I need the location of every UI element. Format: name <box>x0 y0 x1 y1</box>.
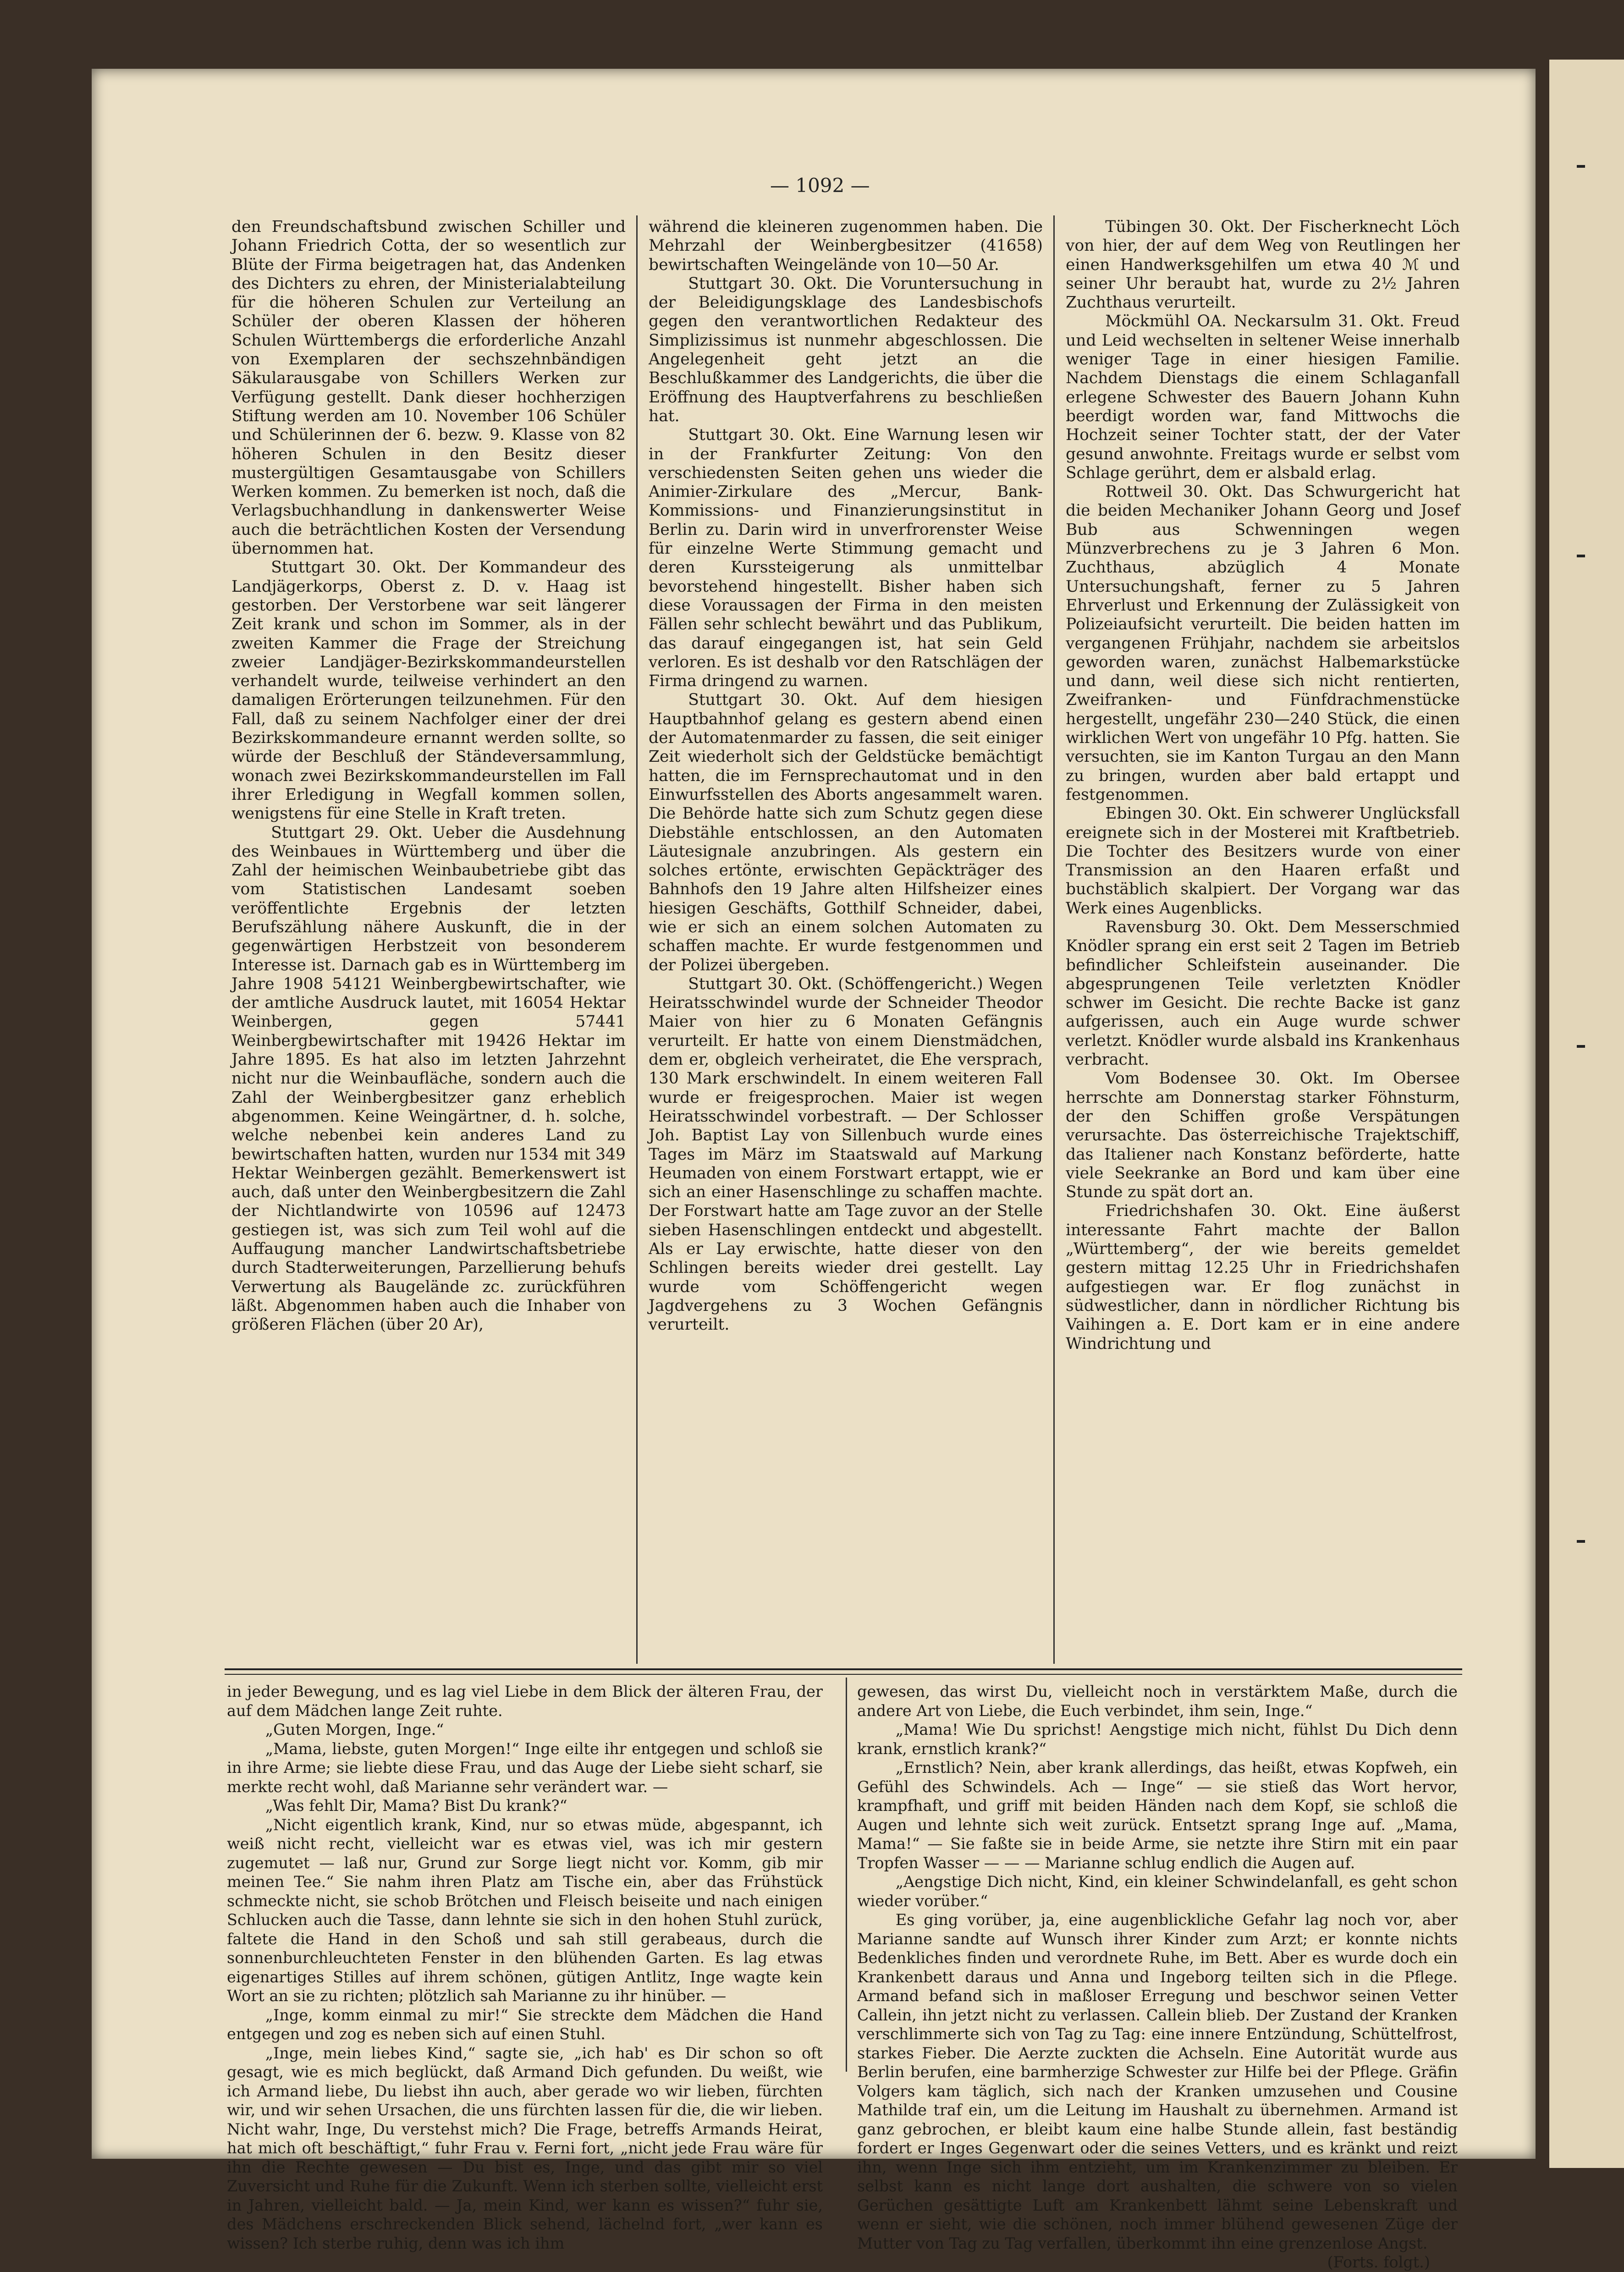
column-rule <box>846 1678 847 2072</box>
column-rule <box>636 215 638 1664</box>
article-paragraph: Friedrichshafen 30. Okt. Eine äußerst interessante Fahrt machte der Ballon „Württemberg“, der wie bereits gemeldet gestern mittag 12.25 Uhr in Friedrichshafen aufgestiegen war. Er flog zunächst in südwestlicher, dann in nördlicher Richtung bis Vaihingen a. E. Dort kam er in eine andere Windrichtung und <box>1066 1202 1460 1353</box>
next-page-edge <box>1549 60 1624 2168</box>
upper-column-3 <box>1066 218 1460 1353</box>
article-paragraph: Stuttgart 30. Okt. Eine Warnung lesen wir in der Frankfurter Zeitung: Von den verschiedensten Seiten gehen uns wieder die Animier-Zirkulare des „Mercur, Bank-Kommissions- und Finanzierungsinstitut in Berlin zu. Darin wird in unverfrorenster Weise für einzelne Werte Stimmung gemacht und deren Kurssteigerung als unmittelbar bevorstehend hingestellt. Bisher haben sich diese Voraussagen der Firma in den meisten Fällen sehr schlecht bewährt und das Publikum, das darauf eingegangen ist, hat sein Geld verloren. Es ist deshalb vor den Ratschlägen der Firma dringend zu warnen. <box>649 426 1043 691</box>
story-paragraph: Es ging vorüber, ja, eine augenblickliche Gefahr lag noch vor, aber Marianne sandte auf Wunsch ihrer Kinder zum Arzt; er konnte nichts Bedenkliches finden und verordnete Ruhe, im Bett. Aber es wurde doch ein Krankenbett daraus und Anna und Ingeborg teilten sich in die Pflege. Armand befand sich in maßloser Erregung und beschwor seinen Vetter Callein, ihn jetzt nicht zu verlassen. Callein blieb. Der Zustand der Kranken verschlimmerte sich von Tag zu Tag: eine innere Entzündung, Schüttelfrost, starkes Fieber. Die Aerzte zuckten die Achseln. Eine Autorität wurde aus Berlin berufen, eine barmherzige Schwester zur Hilfe bei der Pflege. Gräfin Volgers kam täglich, sich nach der Kranken umzusehen und Cousine Mathilde traf ein, um die Leitung im Haushalt zu übernehmen. Armand ist ganz gebrochen, er bleibt kaum eine halbe Stunde allein, fast beständig fordert er Inges Gegenwart oder die seines Vetters, und es kränkt und reizt ihn, wenn Inge sich ihm entzieht, um im Krankenzimmer zu bleiben. Er selbst kann es nicht lange dort aushalten, die schwere von so vielen Gerüchen gesättigte Luft am Krankenbett lähmt seine Lebenskraft und wenn er sieht, wie die schönen, noch immer blühend gewesenen Züge der Mutter von Tag zu Tag verfallen, überkommt ihn eine grenzenlose Angst. <box>857 1911 1458 2252</box>
page-number: — 1092 — <box>770 174 870 197</box>
article-paragraph: Stuttgart 30. Okt. Die Voruntersuchung in der Beleidigungsklage des Landesbischofs gegen den verantwortlichen Redakteur des Simplizissimus ist nunmehr abgeschlossen. Die Angelegenheit geht jetzt an die Beschlußkammer des Landgerichts, die über die Eröffnung des Hauptverfahrens zu beschließen hat. <box>649 274 1043 425</box>
story-paragraph: gewesen, das wirst Du, vielleicht noch in verstärktem Maße, durch die andere Art von Liebe, die Euch verbindet, ihm sein, Inge.“ <box>857 1683 1458 1720</box>
upper-column-2 <box>649 218 1043 1335</box>
article-paragraph: den Freundschaftsbund zwischen Schiller und Johann Friedrich Cotta, der so wesentlich zur Blüte der Firma beigetragen hat, das Andenken des Dichters zu ehren, der Ministerialabteilung für die höheren Schulen zur Verteilung an Schüler der oberen Klassen der höheren Schulen Württembergs die erforderliche Anzahl von Exemplaren der sechszehnbändigen Säkularausgabe von Schillers Werken zur Verfügung gestellt. Dank dieser hochherzigen Stiftung werden am 10. November 106 Schüler und Schülerinnen der 6. bezw. 9. Klasse von 82 höheren Schulen in den Besitz dieser mustergültigen Gesamtausgabe von Schillers Werken kommen. Zu bemerken ist noch, daß die Verlagsbuchhandlung in dankenswerter Weise auch die beträchtlichen Kosten der Versendung übernommen hat. <box>231 218 626 558</box>
upper-column-1 <box>231 218 626 1335</box>
article-paragraph: Stuttgart 30. Okt. Auf dem hiesigen Hauptbahnhof gelang es gestern abend einen der Automatenmarder zu fassen, die seit einiger Zeit wiederholt sich der Geldstücke bemächtigt hatten, die im Fernsprechautomat und in den Einwurfsstellen des Aborts angesammelt waren. Die Behörde hatte sich zum Schutz gegen diese Diebstähle entschlossen, an den Automaten Läutesignale anzubringen. Als gestern ein solches ertönte, erwischten Gepäckträger des Bahnhofs den 19 Jahre alten Hilfsheizer eines hiesigen Geschäfts, Gotthilf Schneider, dabei, wie er sich an einem solchen Automaten zu schaffen machte. Er wurde festgenommen und der Polizei übergeben. <box>649 691 1043 974</box>
article-paragraph: Stuttgart 29. Okt. Ueber die Ausdehnung des Weinbaues in Württemberg und über die Zahl der heimischen Weinbaubetriebe gibt das vom Statistischen Landesamt soeben veröffentlichte Ergebnis der letzten Berufszählung nähere Auskunft, die in der gegenwärtigen Herbstzeit von besonderem Interesse ist. Darnach gab es in Württemberg im Jahre 1908 54121 Weinbergbewirtschafter, wie der amtliche Ausdruck lautet, mit 16054 Hektar Weinbergen, gegen 57441 Weinbergbewirtschafter mit 19426 Hektar im Jahre 1895. Es hat also im letzten Jahrzehnt nicht nur die Weinbaufläche, sondern auch die Zahl der Weinbergbesitzer ganz erheblich abgenommen. Keine Weingärtner, d. h. solche, welche nebenbei kein anderes Land zu bewirtschaften hatten, wurden nur 1534 mit 349 Hektar Weinbergen gezählt. Bemerkenswert ist auch, daß unter den Weinbergbesitzern die Zahl der Nichtlandwirte von 10596 auf 12473 gestiegen ist, was sich zum Teil wohl auf die Auffaugung mancher Landwirtschaftsbetriebe durch Stadterweiterungen, Parzellierung behufs Verwertung als Baugelände zc. zurückführen läßt. Abgenommen haben auch die Inhaber von größeren Flächen (über 20 Ar), <box>231 823 626 1334</box>
article-paragraph: Tübingen 30. Okt. Der Fischerknecht Löch von hier, der auf dem Weg von Reutlingen her einen Handwerksgehilfen um etwa 40 ℳ und seiner Uhr beraubt hat, wurde zu 2½ Jahren Zuchthaus verurteilt. <box>1066 218 1460 312</box>
article-paragraph: während die kleineren zugenommen haben. Die Mehrzahl der Weinbergbesitzer (41658) bewirtschaften Weingelände von 10—50 Ar. <box>649 218 1043 274</box>
story-paragraph: „Mama! Wie Du sprichst! Aengstige mich nicht, fühlst Du Dich denn krank, ernstlich krank?“ <box>857 1721 1458 1758</box>
article-paragraph: Vom Bodensee 30. Okt. Im Obersee herrschte am Donnerstag starker Föhnsturm, der den Schiffen große Verspätungen verursachte. Das österreichische Trajektschiff, das Italiener nach Konstanz beförderte, hatte viele Seekranke an Bord und kam über eine Stunde zu spät dort an. <box>1066 1069 1460 1202</box>
column-rule <box>1053 215 1055 1664</box>
story-paragraph: „Aengstige Dich nicht, Kind, ein kleiner Schwindelanfall, es geht schon wieder vorüber.“ <box>857 1873 1458 1910</box>
story-paragraph: „Was fehlt Dir, Mama? Bist Du krank?“ <box>265 1797 567 1815</box>
story-paragraph: in jeder Bewegung, und es lag viel Liebe in dem Blick der älteren Frau, der auf dem Mädchen lange Zeit ruhte. <box>227 1683 823 1720</box>
story-paragraph: „Nicht eigentlich krank, Kind, nur so etwas müde, abgespannt, ich weiß nicht recht, vielleicht war es etwas viel, was ich mir gestern zugemutet — laß nur, Grund zur Sorge liegt nicht vor. Komm, gib mir meinen Tee.“ Sie nahm ihren Platz am Tische ein, aber das Frühstück schmeckte nicht, sie schob Brötchen und Fleisch beiseite und nach einigen Schlucken auch die Tasse, dann lehnte sie sich in den hohen Stuhl zurück, faltete die Hand in den Schoß und sah still gerabeaus, durch die sonnenburchleuchteten Fenster in den blühenden Garten. Es lag etwas eigenartiges Stilles auf ihrem schönen, gütigen Antlitz, Inge wagte kein Wort an sie zu richten; plötzlich sah Marianne zu ihr hinüber. — <box>227 1815 823 2005</box>
section-divider <box>225 1668 1462 1670</box>
story-paragraph: „Inge, mein liebes Kind,“ sagte sie, „ich hab' es Dir schon so oft gesagt, wie es mich beglückt, daß Armand Dich gefunden. Du weißt, wie ich Armand liebe, Du liebst ihn auch, aber gerade wo wir lieben, fürchten wir, und wir sehen Ursachen, die uns fürchten lassen für die, die wir lieben. Nicht wahr, Inge, Du verstehst mich? Die Frage, betreffs Armands Heirat, hat mich oft beschäftigt,“ fuhr Frau v. Ferni fort, „nicht jede Frau wäre für ihn die Rechte gewesen — Du bist es, Inge, und das gibt mir so viel Zuversicht und Ruhe für die Zukunft. Wenn ich sterben sollte, vielleicht erst in Jahren, vielleicht bald. — Ja, mein Kind, wer kann es wissen?“ fuhr sie, des Mädchens erschreckenden Blick sehend, lächelnd fort, „wer kann es wissen? Ich sterbe ruhig, denn was ich ihm <box>227 2044 823 2252</box>
article-paragraph: Möckmühl OA. Neckarsulm 31. Okt. Freud und Leid wechselten in seltener Weise innerhalb weniger Tage in einer hiesigen Familie. Nachdem Dienstags die einem Schlaganfall erlegene Schwester des Bauern Johann Kuhn beerdigt worden war, fand Mittwochs die Hochzeit seiner Tochter statt, der der Vater gesund anwohnte. Freitags wurde er selbst vom Schlage gerührt, dem er alsbald erlag. <box>1066 312 1460 482</box>
continuation-note: (Forts. folgt.) <box>1327 2253 1430 2271</box>
article-paragraph: Stuttgart 30. Okt. (Schöffengericht.) Wegen Heiratsschwindel wurde der Schneider Theodor Maier von hier zu 6 Monaten Gefängnis verurteilt. Er hatte von einem Dienstmädchen, dem er, obgleich verheiratet, die Ehe versprach, 130 Mark erschwindelt. In einem weiteren Fall wurde er freigesprochen. Maier ist wegen Heiratsschwindel vorbestraft. — Der Schlosser Joh. Baptist Lay von Sillenbuch wurde eines Tages im März im Staatswald auf Markung Heumaden von einem Forstwart ertappt, wie er sich an einer Hasenschlinge zu schaffen machte. Der Forstwart hatte am Tage zuvor an der Stelle sieben Hasenschlingen entdeckt und abgestellt. Als er Lay erwischte, hatte dieser von den Schlingen bereits wieder drei gestellt. Lay wurde vom Schöffengericht wegen Jagdvergehens zu 3 Wochen Gefängnis verurteilt. <box>649 974 1043 1334</box>
article-paragraph: Ebingen 30. Okt. Ein schwerer Unglücksfall ereignete sich in der Mosterei mit Kraftbetrieb. Die Tochter des Besitzers wurde von einer Transmission an den Haaren erfaßt und buchstäblich skalpiert. Der Vorgang war das Werk eines Augenblicks. <box>1066 804 1460 918</box>
article-paragraph: Ravensburg 30. Okt. Dem Messerschmied Knödler sprang ein erst seit 2 Tagen im Betrieb befindlicher Schleifstein auseinander. Die abgesprungenen Teile verletzten Knödler schwer im Gesicht. Die rechte Backe ist ganz aufgerissen, auch ein Auge wurde schwer verletzt. Knödler wurde alsbald ins Krankenhaus verbracht. <box>1066 918 1460 1069</box>
story-paragraph: „Ernstlich? Nein, aber krank allerdings, das heißt, etwas Kopfweh, ein Gefühl des Schwindels. Ach — Inge“ — sie stieß das Wort hervor, krampfhaft, und griff mit beiden Händen nach dem Kopf, sie schloß die Augen und lehnte sich weit zurück. Entsetzt sprang Inge auf. „Mama, Mama!“ — Sie faßte sie in beide Arme, sie netzte ihre Stirn mit ein paar Tropfen Wasser — — — Marianne schlug endlich die Augen auf. <box>857 1759 1458 1872</box>
serial-column-left <box>227 1682 823 2253</box>
serial-column-right <box>857 1682 1458 2272</box>
story-paragraph: „Mama, liebste, guten Morgen!“ Inge eilte ihr entgegen und schloß sie in ihre Arme; sie liebte diese Frau, und das Auge der Liebe sieht scharf, sie merkte recht wohl, daß Marianne sehr verändert war. — <box>227 1739 823 1796</box>
section-divider <box>225 1674 1462 1675</box>
article-paragraph: Stuttgart 30. Okt. Der Kommandeur des Landjägerkorps, Oberst z. D. v. Haag ist gestorben. Der Verstorbene war seit längerer Zeit krank und schon im Sommer, als in der zweiten Kammer die Frage der Streichung zweier Landjäger-Bezirkskommandeurstellen verhandelt wurde, teilweise verhindert an den damaligen Erörterungen teilzunehmen. Für den Fall, daß zu seinem Nachfolger einer der drei Bezirkskommandeure ernannt werden sollte, so würde der Beschluß der Ständeversammlung, wonach zwei Bezirkskommandeurstellen im Fall ihrer Erledigung in Wegfall kommen sollen, wenigstens für eine Stelle in Kraft treten. <box>231 558 626 823</box>
article-paragraph: Rottweil 30. Okt. Das Schwurgericht hat die beiden Mechaniker Johann Georg und Josef Bub aus Schwenningen wegen Münzverbrechens zu je 3 Jahren 6 Mon. Zuchthaus, abzüglich 4 Monate Untersuchungshaft, ferner zu 5 Jahren Ehrverlust und Erkennung der Zulässigkeit von Polizeiaufsicht verurteilt. Die beiden hatten im vergangenen Frühjahr, nachdem sie arbeitslos geworden waren, zunächst Halbemarkstücke und dann, weil diese sich nicht rentierten, Zweifranken- und Fünfdrachmenstücke hergestellt, ungefähr 230—240 Stück, die einen wirklichen Wert von ungefähr 10 Pfg. hatten. Sie versuchten, sie im Kanton Turgau an den Mann zu bringen, wurden aber bald ertappt und festgenommen. <box>1066 483 1460 804</box>
story-paragraph: „Guten Morgen, Inge.“ <box>265 1721 444 1738</box>
story-paragraph: „Inge, komm einmal zu mir!“ Sie streckte dem Mädchen die Hand entgegen und zog es neben sich auf einen Stuhl. <box>227 2006 823 2043</box>
